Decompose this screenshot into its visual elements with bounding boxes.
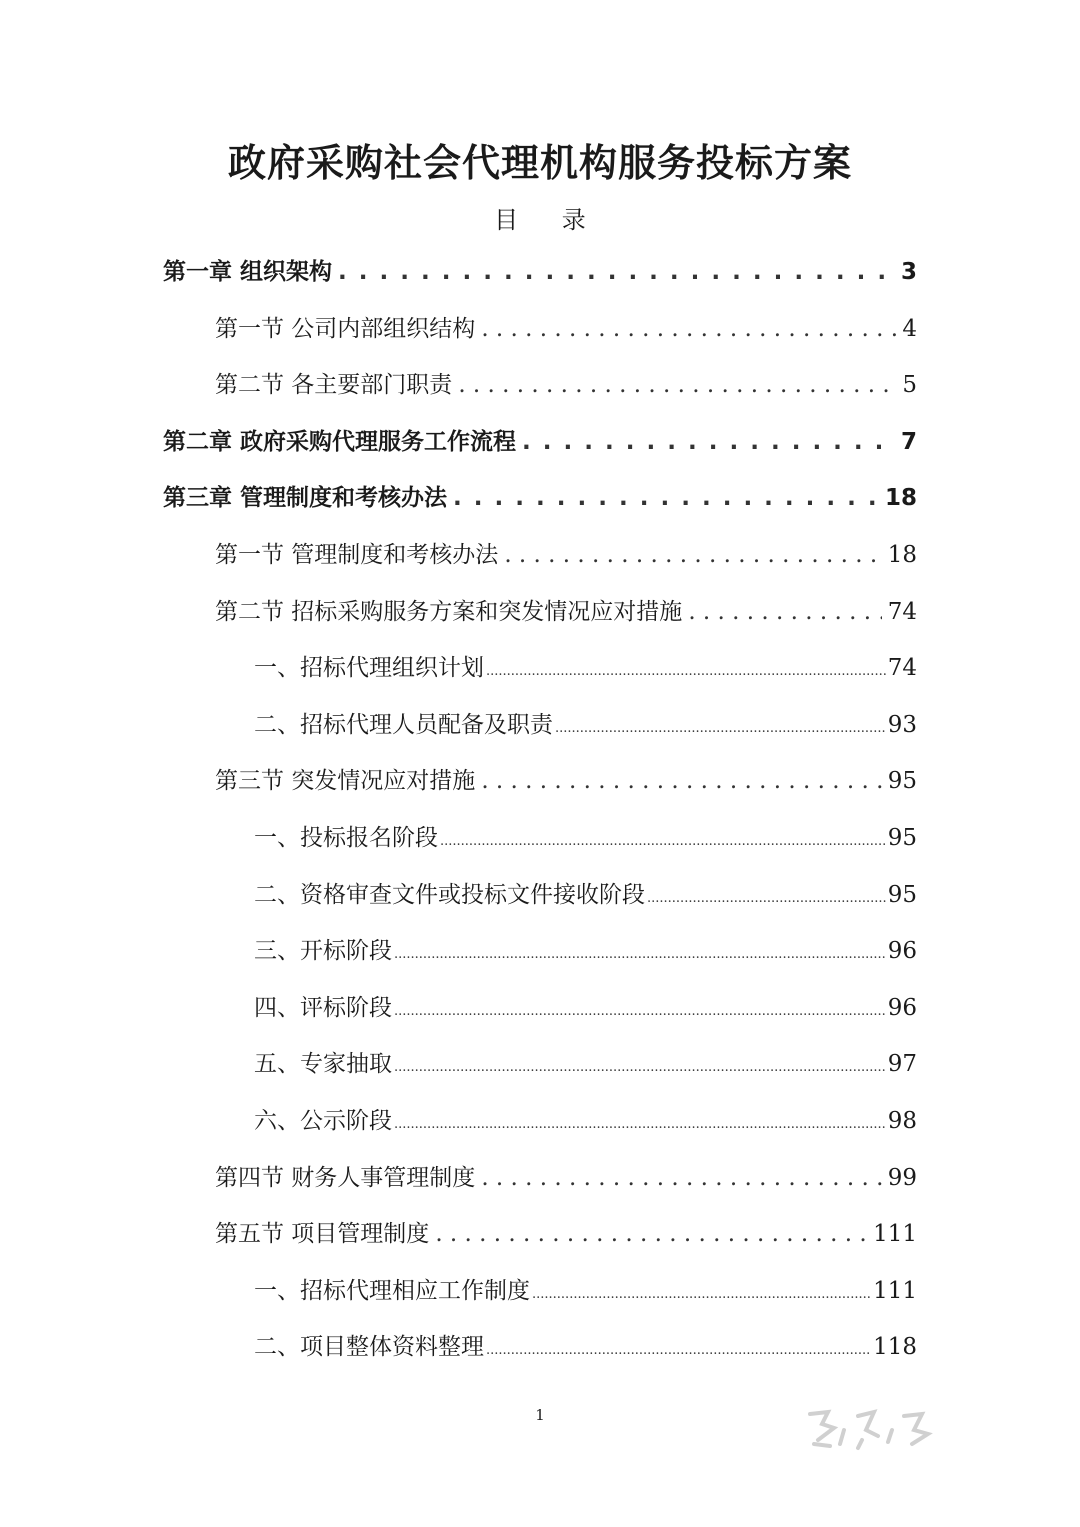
document-title: 政府采购社会代理机构服务投标方案 xyxy=(227,141,852,185)
toc-entry-page: 99 xyxy=(887,1164,917,1191)
toc-entry-page: 93 xyxy=(887,711,917,738)
toc-entry-label: 四、评标阶段 xyxy=(254,994,392,1021)
toc-entry-page: 95 xyxy=(887,825,917,851)
toc-entry-page: 5 xyxy=(902,372,917,399)
toc-entry[interactable] xyxy=(254,1319,917,1375)
toc-entry[interactable] xyxy=(215,753,917,809)
toc-entry[interactable] xyxy=(215,301,917,357)
toc-entry[interactable] xyxy=(215,1150,917,1206)
toc-leader-dots xyxy=(522,414,895,470)
toc-entry[interactable] xyxy=(254,867,917,923)
toc-entry-page: 7 xyxy=(900,428,917,455)
toc-leader-dots xyxy=(647,867,886,927)
toc-entry-page: 18 xyxy=(887,542,917,568)
toc-entry-page: 98 xyxy=(887,1108,917,1134)
toc-entry-label: 第二节 各主要部门职责 xyxy=(215,372,453,399)
page-number: 1 xyxy=(535,1406,545,1424)
toc-entry-page: 4 xyxy=(902,315,917,342)
toc-leader-dots xyxy=(394,1093,886,1153)
toc-entry-label: 五、专家抽取 xyxy=(254,1051,392,1078)
toc-entry-label: 二、资格审查文件或投标文件接收阶段 xyxy=(254,881,645,908)
toc-entry-page: 3 xyxy=(900,259,917,285)
toc-entry-page: 74 xyxy=(887,598,917,625)
toc-leader-dots xyxy=(453,470,879,526)
toc-leader-dots xyxy=(435,1206,867,1262)
toc-entry-label: 第四节 财务人事管理制度 xyxy=(215,1164,476,1191)
toc-leader-dots xyxy=(532,1263,871,1323)
toc-entry-label: 第二节 招标采购服务方案和突发情况应对措施 xyxy=(215,598,683,625)
toc-entry-page: 74 xyxy=(887,655,917,682)
toc-entry-page: 18 xyxy=(884,485,917,512)
toc-leader-dots xyxy=(481,301,896,357)
toc-entry-page: 111 xyxy=(873,1221,917,1248)
toc-entry-label: 第一节 管理制度和考核办法 xyxy=(215,542,499,568)
toc-leader-dots xyxy=(688,584,881,640)
toc-entry[interactable] xyxy=(254,1263,917,1319)
toc-leader-dots xyxy=(481,753,881,809)
toc-entry[interactable] xyxy=(215,527,917,583)
toc-entry-label: 一、招标代理组织计划 xyxy=(254,655,484,682)
toc-entry[interactable] xyxy=(215,357,917,413)
toc-leader-dots xyxy=(481,1150,881,1206)
toc-entry[interactable] xyxy=(254,980,917,1036)
toc-entry-label: 第一章 组织架构 xyxy=(163,259,333,285)
toc-entry-page: 96 xyxy=(887,938,917,965)
toc-leader-dots xyxy=(394,980,886,1040)
toc-entry[interactable] xyxy=(215,1206,917,1262)
toc-entry-label: 第一节 公司内部组织结构 xyxy=(215,315,476,342)
toc-entry[interactable] xyxy=(215,584,917,640)
toc-entry[interactable] xyxy=(254,1093,917,1149)
toc-entry-page: 96 xyxy=(887,994,917,1021)
toc-leader-dots xyxy=(555,697,886,757)
toc-entry-label: 二、项目整体资料整理 xyxy=(254,1334,484,1361)
toc-entry[interactable] xyxy=(254,923,917,979)
toc-entry-label: 第二章 政府采购代理服务工作流程 xyxy=(163,428,517,455)
toc-entry[interactable] xyxy=(254,810,917,866)
toc-leader-dots xyxy=(338,244,895,300)
toc-leader-dots xyxy=(458,357,896,413)
toc-entry[interactable] xyxy=(163,244,917,300)
toc-entry[interactable] xyxy=(163,414,917,470)
toc-entry-label: 一、招标代理相应工作制度 xyxy=(254,1277,530,1304)
toc-leader-dots xyxy=(486,640,886,700)
toc-entry-label: 六、公示阶段 xyxy=(254,1108,392,1134)
toc-entry-label: 第三节 突发情况应对措施 xyxy=(215,768,476,795)
toc-heading: 目 录 xyxy=(494,206,604,234)
toc-entry-page: 111 xyxy=(873,1277,917,1304)
toc-entry[interactable] xyxy=(254,1036,917,1092)
toc-leader-dots xyxy=(504,527,881,583)
toc-entry[interactable] xyxy=(163,470,917,526)
toc-entry[interactable] xyxy=(254,697,917,753)
toc-entry-label: 二、招标代理人员配备及职责 xyxy=(254,711,553,738)
toc-entry-page: 95 xyxy=(887,768,917,795)
toc-leader-dots xyxy=(394,923,886,983)
toc-entry-label: 一、投标报名阶段 xyxy=(254,825,438,851)
watermark-logo-icon xyxy=(800,1400,940,1452)
toc-entry-label: 第五节 项目管理制度 xyxy=(215,1221,430,1248)
toc-leader-dots xyxy=(394,1036,886,1096)
toc-entry-page: 118 xyxy=(873,1334,917,1361)
toc-leader-dots xyxy=(486,1319,871,1379)
toc-entry-label: 三、开标阶段 xyxy=(254,938,392,965)
toc-entry-page: 95 xyxy=(887,881,917,908)
toc-entry-page: 97 xyxy=(887,1051,917,1078)
toc-entry-label: 第三章 管理制度和考核办法 xyxy=(163,485,448,512)
toc-leader-dots xyxy=(440,810,886,870)
toc-entry[interactable] xyxy=(254,640,917,696)
